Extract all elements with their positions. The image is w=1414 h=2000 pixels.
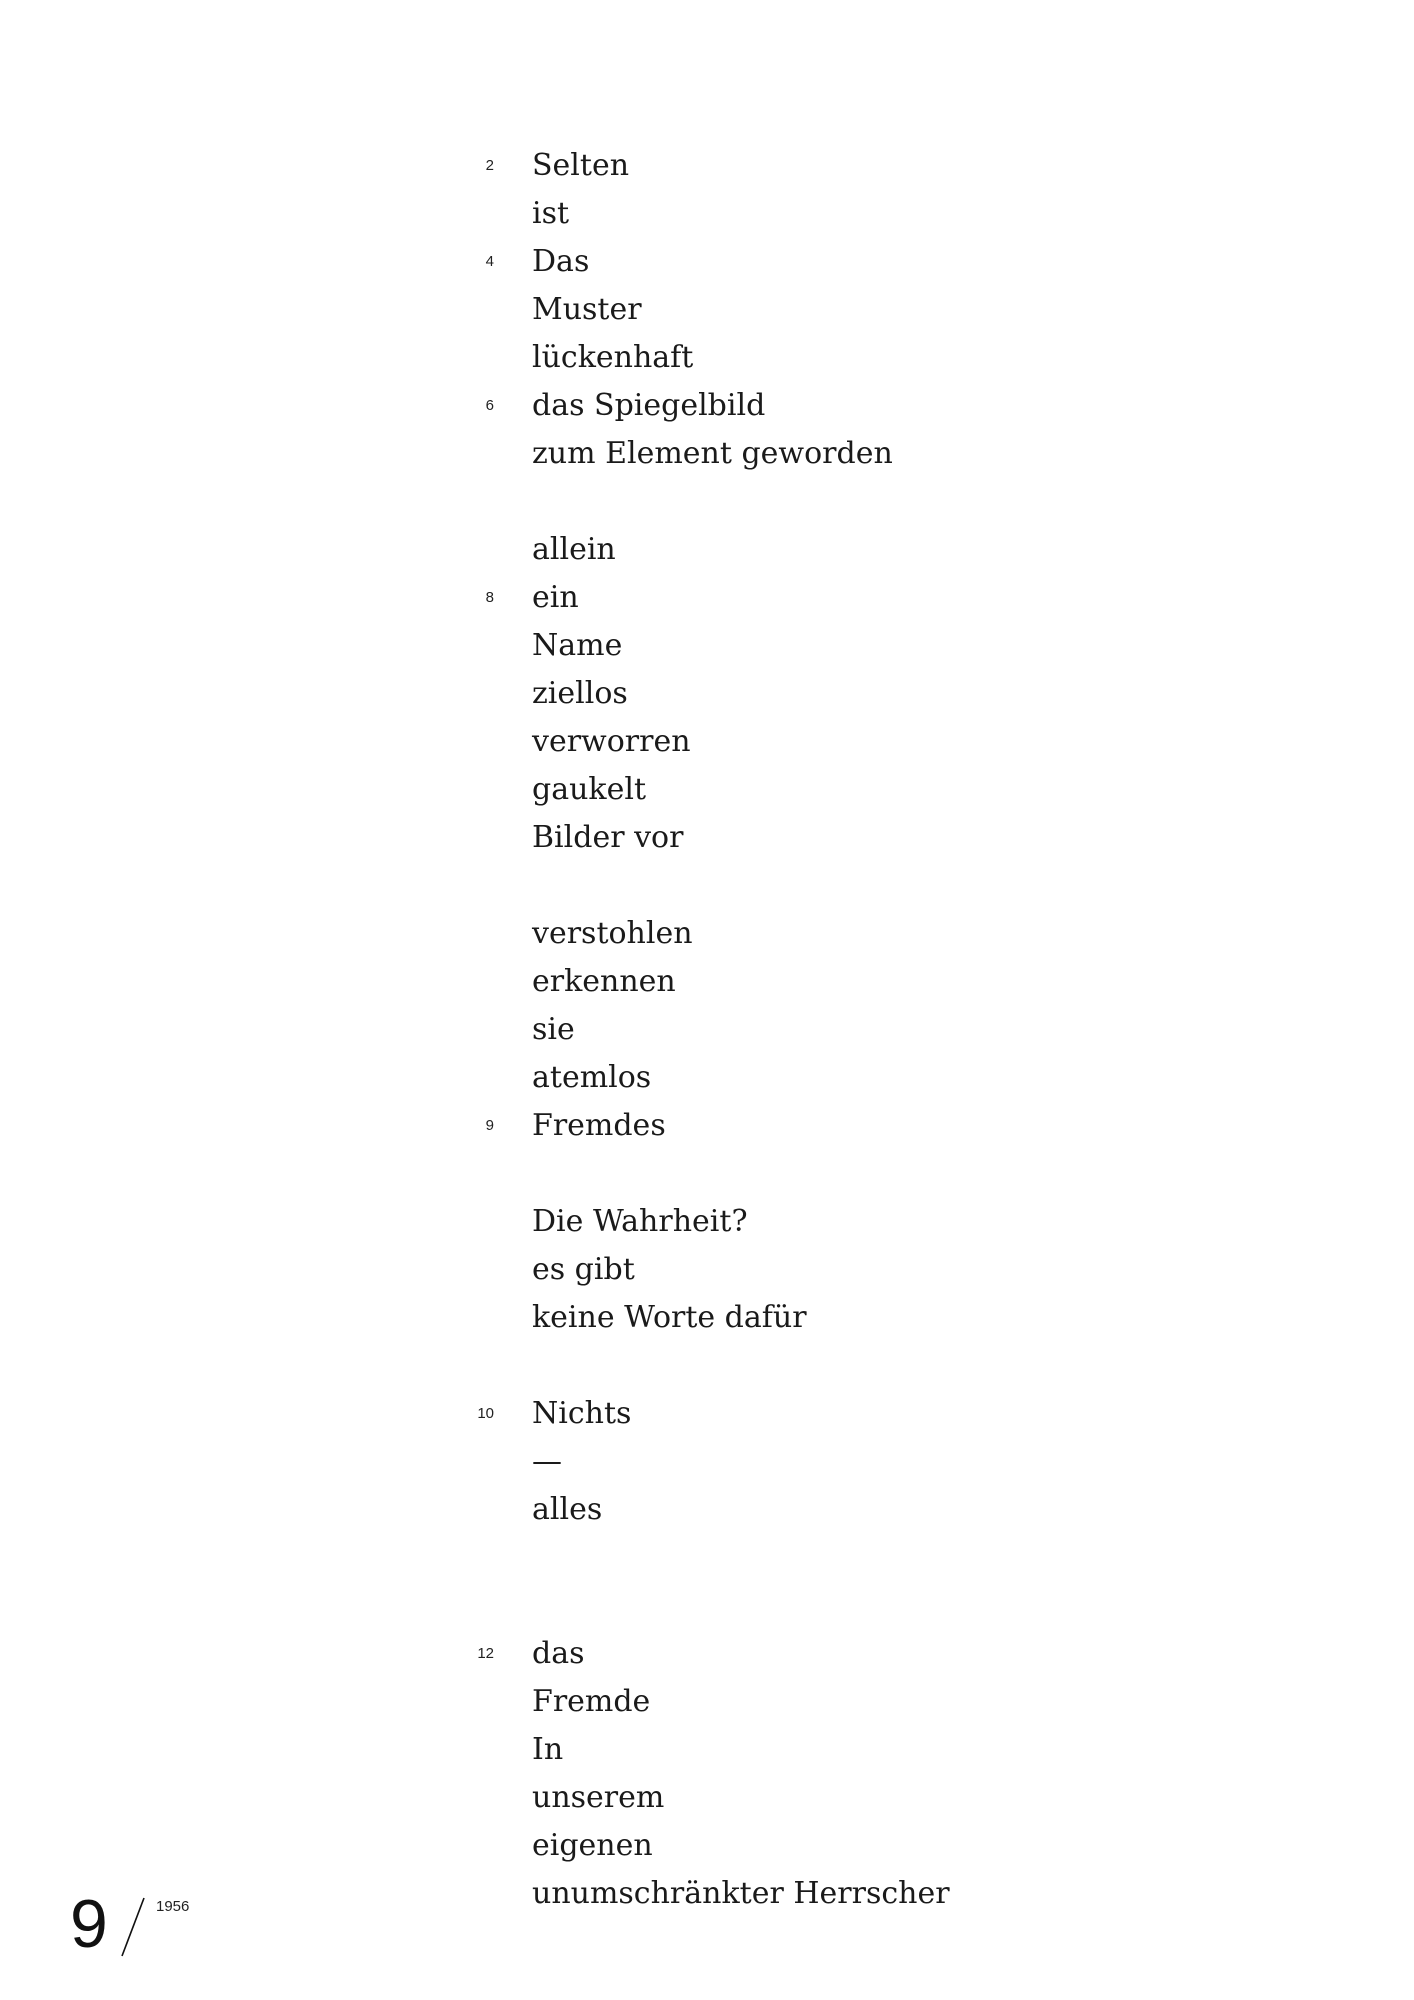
line-text: Selten (532, 148, 630, 183)
poem-line (0, 1726, 1414, 1774)
poem-line (0, 1294, 1414, 1342)
stanza-gap (0, 862, 1414, 910)
line-text: zum Element geworden (532, 436, 893, 471)
line-text: alles (532, 1492, 603, 1527)
line-text: verstohlen (532, 916, 693, 951)
stanza-gap (0, 478, 1414, 526)
stanza (0, 1390, 1414, 1534)
stanza-gap (0, 1342, 1414, 1390)
line-text: In (532, 1732, 564, 1767)
line-text: unumschränkter Herrscher (532, 1876, 950, 1911)
line-text: das Spiegelbild (532, 388, 766, 423)
line-text: Bilder vor (532, 820, 684, 855)
poem-line (0, 1006, 1414, 1054)
line-number: 6 (485, 397, 494, 414)
poem-line (0, 1486, 1414, 1534)
line-text: Fremde (532, 1684, 651, 1719)
line-number: 10 (477, 1405, 494, 1422)
line-text: gaukelt (532, 772, 646, 807)
line-text: es gibt (532, 1252, 635, 1287)
poem-line (0, 430, 1414, 478)
stanza (0, 1198, 1414, 1342)
poem-line (0, 574, 1414, 622)
poem-line (0, 718, 1414, 766)
poem-line (0, 1678, 1414, 1726)
poem-line (0, 814, 1414, 862)
line-text: unserem (532, 1780, 665, 1815)
line-text: Muster (532, 292, 642, 327)
line-text: — (532, 1444, 562, 1479)
poem-line (0, 1054, 1414, 1102)
poem-body (0, 142, 1414, 1918)
line-text: Die Wahrheit? (532, 1204, 748, 1239)
poem-line (0, 622, 1414, 670)
poem-line (0, 1390, 1414, 1438)
line-text: verworren (532, 724, 691, 759)
poem-line (0, 334, 1414, 382)
poem-line (0, 1630, 1414, 1678)
poem-line (0, 766, 1414, 814)
poem-line (0, 526, 1414, 574)
line-number: 8 (485, 589, 494, 606)
line-number: 9 (485, 1117, 494, 1134)
page-year: 1956 (156, 1898, 190, 1915)
line-number: 4 (485, 253, 494, 270)
poem-line (0, 1438, 1414, 1486)
poem-line (0, 190, 1414, 238)
poem-line (0, 286, 1414, 334)
stanza (0, 526, 1414, 862)
line-text: Fremdes (532, 1108, 666, 1143)
line-text: Nichts (532, 1396, 632, 1431)
poem-line (0, 958, 1414, 1006)
line-text: ziellos (532, 676, 628, 711)
line-text: das (532, 1636, 585, 1671)
line-text: ein (532, 580, 579, 615)
poem-line (0, 1822, 1414, 1870)
line-text: atemlos (532, 1060, 652, 1095)
page-separator-slash (118, 1896, 148, 1958)
line-text: erkennen (532, 964, 676, 999)
poem-line (0, 1102, 1414, 1150)
stanza-gap (0, 1150, 1414, 1198)
line-text: allein (532, 532, 616, 567)
poem-line (0, 1246, 1414, 1294)
stanza (0, 910, 1414, 1150)
poem-line (0, 238, 1414, 286)
line-text: ist (532, 196, 570, 231)
stanza-gap (0, 1534, 1414, 1630)
page-number: 9 (70, 1886, 108, 1962)
line-text: Das (532, 244, 590, 279)
line-text: eigenen (532, 1828, 653, 1863)
poem-line (0, 670, 1414, 718)
poem-line (0, 910, 1414, 958)
poem-line (0, 1774, 1414, 1822)
line-text: Name (532, 628, 623, 663)
poem-line (0, 1198, 1414, 1246)
stanza (0, 1630, 1414, 1918)
line-text: keine Worte dafür (532, 1300, 807, 1335)
poem-line (0, 1870, 1414, 1918)
stanza (0, 142, 1414, 478)
poem-line (0, 142, 1414, 190)
line-number: 2 (485, 157, 494, 174)
line-number: 12 (477, 1645, 494, 1662)
poem-line (0, 382, 1414, 430)
line-text: sie (532, 1012, 575, 1047)
line-text: lückenhaft (532, 340, 694, 375)
